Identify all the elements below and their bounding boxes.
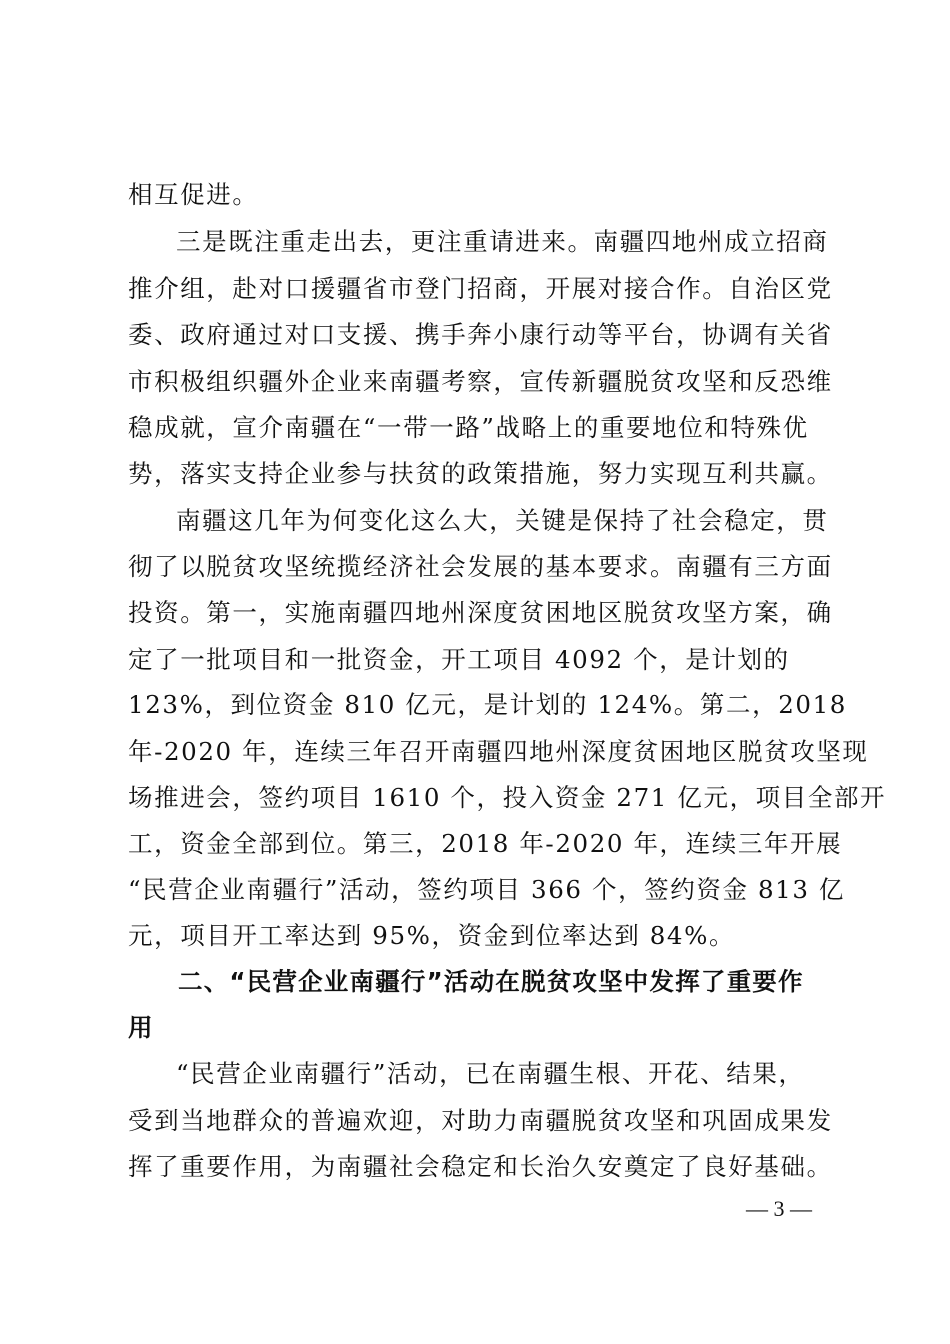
body-text-line: 相互促进。 — [128, 180, 259, 209]
body-text-line: 受到当地群众的普遍欢迎，对助力南疆脱贫攻坚和巩固成果发 — [128, 1106, 833, 1135]
body-text-line: 投资。第一，实施南疆四地州深度贫困地区脱贫攻坚方案，确 — [128, 598, 833, 627]
body-text-line: 场推进会，签约项目 1610 个，投入资金 271 亿元，项目全部开 — [128, 783, 887, 812]
body-text-line: 工，资金全部到位。第三，2018 年-2020 年，连续三年开展 — [128, 829, 843, 858]
body-text-line: 挥了重要作用，为南疆社会稳定和长治久安奠定了良好基础。 — [128, 1152, 833, 1181]
body-text-line: 稳成就，宣介南疆在“一带一路”战略上的重要地位和特殊优 — [128, 413, 809, 442]
body-text-line: 委、政府通过对口支援、携手奔小康行动等平台，协调有关省 — [128, 320, 833, 349]
body-text-line: 定了一批项目和一批资金，开工项目 4092 个，是计划的 — [128, 645, 790, 674]
body-text-line: 势，落实支持企业参与扶贫的政策措施，努力实现互利共赢。 — [128, 459, 833, 488]
body-text-line: “民营企业南疆行”活动，签约项目 366 个，签约资金 813 亿 — [128, 875, 846, 904]
body-text-line: 123%，到位资金 810 亿元，是计划的 124%。第二，2018 — [128, 690, 847, 719]
body-text-line: 彻了以脱贫攻坚统揽经济社会发展的基本要求。南疆有三方面 — [128, 552, 833, 581]
section-heading-continued: 用 — [128, 1013, 154, 1042]
body-text-line: 元，项目开工率达到 95%，资金到位率达到 84%。 — [128, 921, 736, 950]
body-text-line: 南疆这几年为何变化这么大，关键是保持了社会稳定，贯 — [176, 506, 829, 535]
body-text-line: 推介组，赴对口援疆省市登门招商，开展对接合作。自治区党 — [128, 274, 833, 303]
page-number: — 3 — — [746, 1196, 812, 1221]
body-text-line: 市积极组织疆外企业来南疆考察，宣传新疆脱贫攻坚和反恐维 — [128, 367, 833, 396]
body-text-line: 三是既注重走出去，更注重请进来。南疆四地州成立招商 — [176, 227, 829, 256]
body-text-line: “民营企业南疆行”活动，已在南疆生根、开花、结果， — [176, 1059, 805, 1088]
body-text-line: 年-2020 年，连续三年召开南疆四地州深度贫困地区脱贫攻坚现 — [128, 737, 869, 766]
section-heading: 二、“民营企业南疆行”活动在脱贫攻坚中发挥了重要作 — [178, 967, 804, 996]
